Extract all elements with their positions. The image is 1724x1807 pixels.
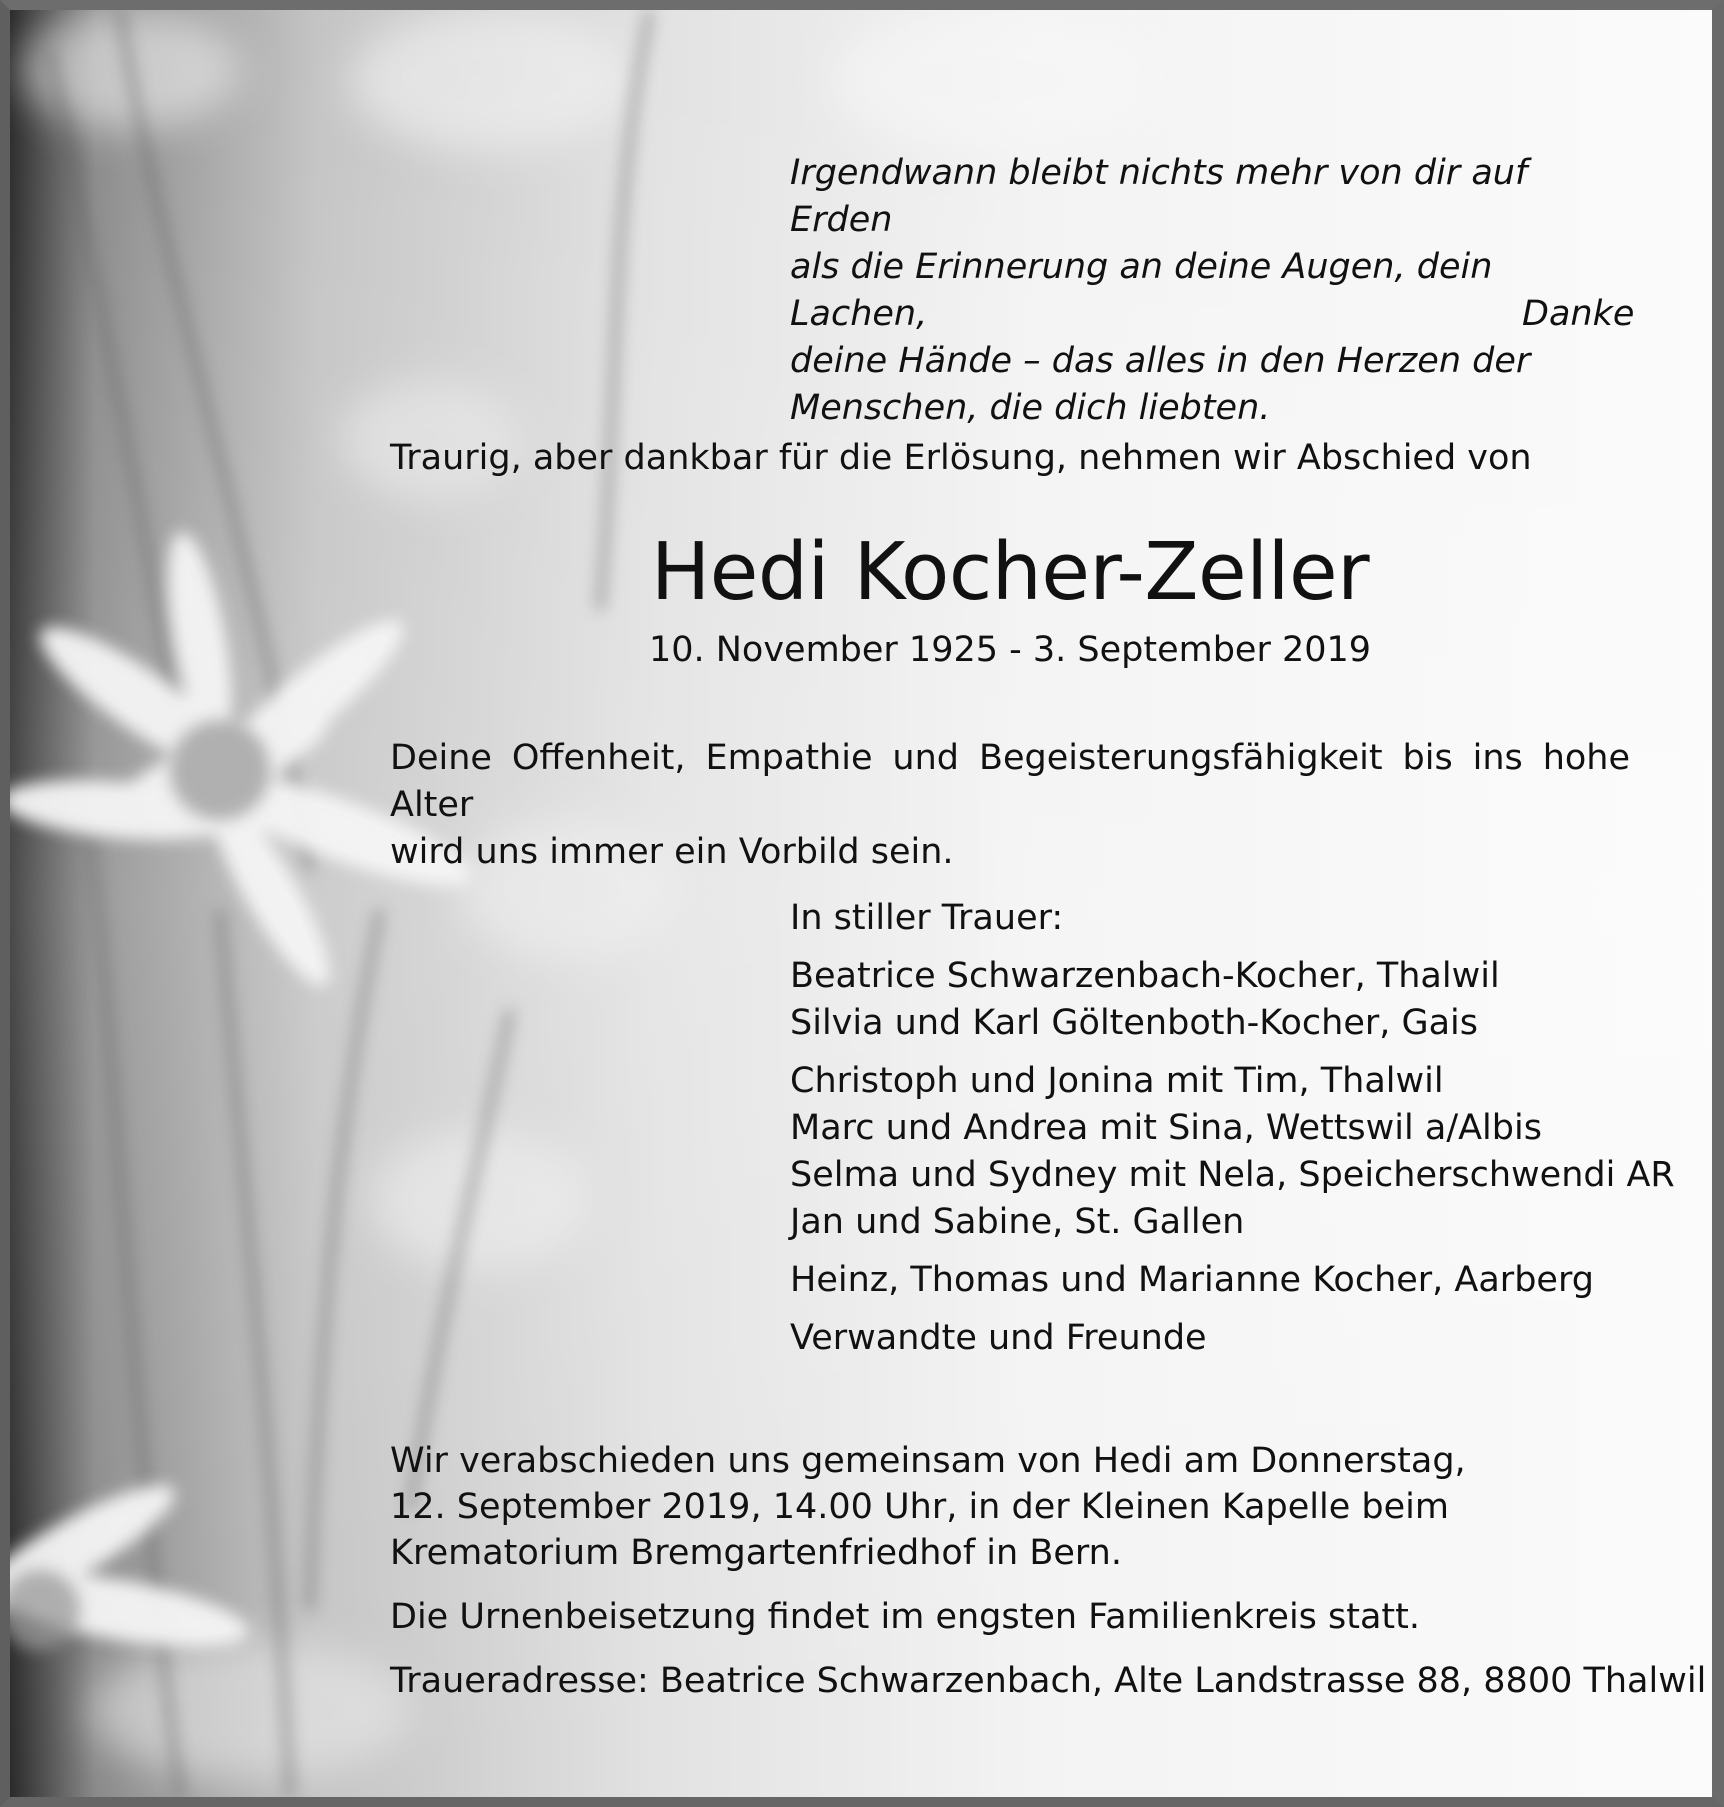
ceremony-paragraph	[390, 1438, 1630, 1576]
mourner-entry: Jan und Sabine, St. Gallen	[790, 1202, 1245, 1242]
quote-line: als die Erinnerung an deine Augen, dein Lachen,	[790, 247, 1493, 334]
mourner-entry: Heinz, Thomas und Marianne Kocher, Aarberg	[790, 1260, 1594, 1300]
tribute-line: Deine Offenheit, Empathie und Begeisterungsfähigkeit bis ins hohe Alter	[390, 738, 1630, 825]
mourner-entry: Beatrice Schwarzenbach-Kocher, Thalwil	[790, 956, 1500, 996]
mourner-group	[790, 1315, 1675, 1362]
deceased-name: Hedi Kocher-Zeller	[650, 526, 1370, 618]
memorial-quote	[790, 150, 1635, 432]
quote-line: Irgendwann bleibt nichts mehr von dir auf Erden	[790, 153, 1528, 240]
quote-line: deine Hände – das alles in den Herzen der	[790, 341, 1531, 381]
life-dates: 10. November 1925 - 3. September 2019	[648, 630, 1372, 670]
quote-signoff: Danke	[1522, 294, 1635, 334]
urn-burial-note: Die Urnenbeisetzung findet im engsten Familienkreis statt.	[390, 1597, 1421, 1637]
tribute-line: wird uns immer ein Vorbild sein.	[390, 832, 954, 872]
mourner-entry: Silvia und Karl Göltenboth-Kocher, Gais	[790, 1003, 1479, 1043]
mourner-group	[790, 953, 1675, 1047]
mourners-list	[790, 895, 1675, 1373]
service-info	[390, 1438, 1707, 1722]
mourner-entry: Verwandte und Freunde	[790, 1318, 1207, 1358]
ceremony-line: Krematorium Bremgartenfriedhof in Bern.	[390, 1533, 1122, 1573]
ceremony-line: Wir verabschieden uns gemeinsam von Hedi am Donnerstag,	[390, 1441, 1466, 1481]
tribute-text	[390, 735, 1630, 876]
intro-text: Traurig, aber dankbar für die Erlösung, nehmen wir Abschied von	[390, 438, 1532, 478]
quote-line: Menschen, die dich liebten.	[790, 388, 1271, 428]
mourner-group	[790, 1257, 1675, 1304]
mourner-entry: Marc und Andrea mit Sina, Wettswil a/Albis	[790, 1108, 1542, 1148]
ceremony-line: 12. September 2019, 14.00 Uhr, in der Kleinen Kapelle beim	[390, 1487, 1449, 1527]
mourning-address: Traueradresse: Beatrice Schwarzenbach, Alte Landstrasse 88, 8800 Thalwil	[390, 1661, 1707, 1701]
mourner-entry: Selma und Sydney mit Nela, Speicherschwendi AR	[790, 1155, 1675, 1195]
mourner-entry: Christoph und Jonina mit Tim, Thalwil	[790, 1061, 1444, 1101]
mourners-heading: In stiller Trauer:	[790, 898, 1064, 938]
mourner-group	[790, 1058, 1675, 1246]
